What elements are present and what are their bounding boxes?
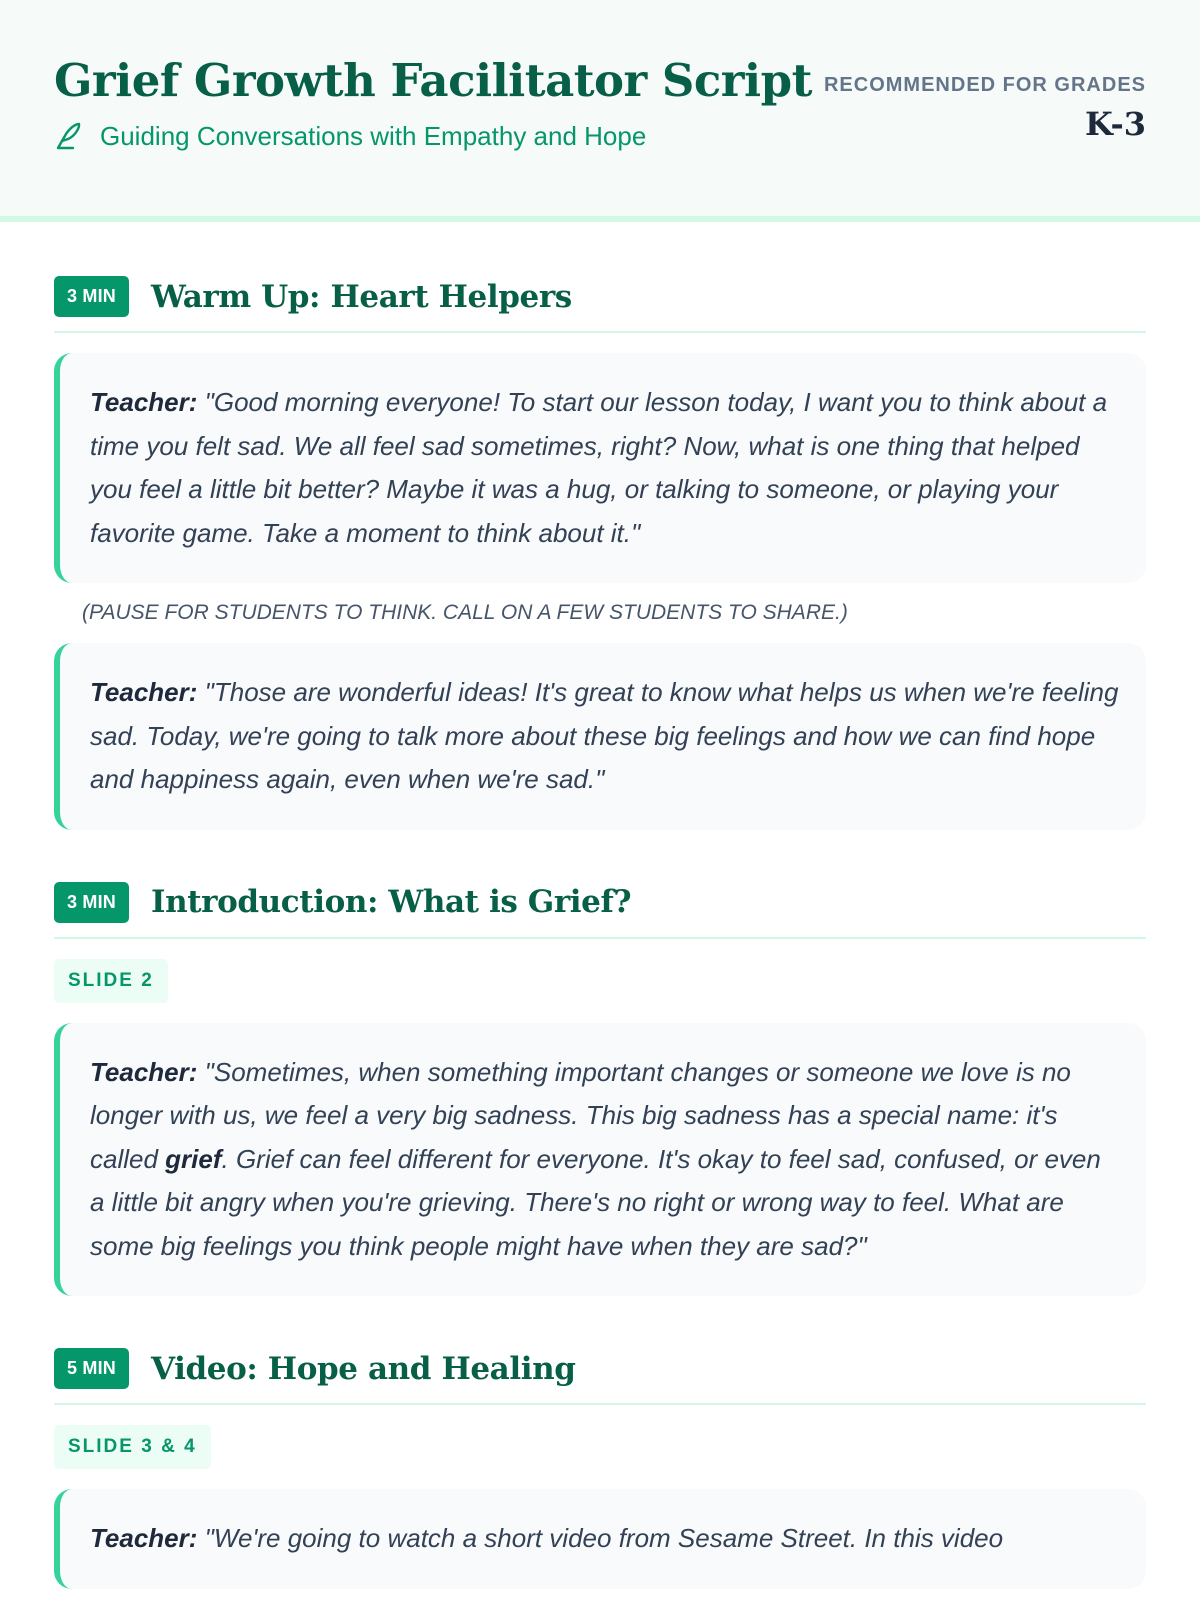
section-header [54,276,1146,333]
teacher-dialogue [54,1023,1146,1297]
slide-tag: SLIDE 2 [54,959,168,1003]
stage-direction: (PAUSE FOR STUDENTS TO THINK. CALL ON A FEW STUDENTS TO SHARE.) [82,601,848,624]
teacher-dialogue [54,1489,1146,1589]
section-introduction [54,882,1146,1297]
grades-value: K-3 [1084,105,1146,143]
slide-tag: SLIDE 3 & 4 [54,1425,211,1469]
section-header [54,1348,1146,1405]
section-video [54,1348,1146,1589]
speaker-label: Teacher: [90,387,198,417]
page-title: Grief Growth Facilitator Script [54,54,812,107]
emphasized-term: grief [165,1143,222,1174]
feather-pen-icon [54,120,86,152]
teacher-dialogue [54,643,1146,830]
time-badge: 5 MIN [54,1348,129,1389]
dialogue-text: "We're going to watch a short video from Sesame Street. In this video [197,1523,1004,1553]
section-title: Introduction: What is Grief? [151,884,632,920]
dialogue-text: "Good morning everyone! To start our lesson today, I want you to think about a time you felt sad. We all feel sad sometimes, right? Now, what is one thing that helped you feel a little bit better? Maybe it was a hug, or talking to someone, or playing your favorite game. Take a moment to think about it." [90,387,1108,548]
dialogue-text: "Sometimes, when something important changes or someone we love is no longer with us, we feel a very big sadness. This big sadness has a special name: it's called [90,1056,1071,1174]
subtitle-text: Guiding Conversations with Empathy and Hope [100,120,647,151]
dialogue-text: . Grief can feel different for everyone. It's okay to feel sad, confused, or even a little bit angry when you're grieving. There's no right or wrong way to feel. What are some big feelings you think people might have when they are sad?" [90,1143,1101,1261]
section-title: Video: Hope and Healing [151,1350,576,1387]
grades-label: RECOMMENDED FOR GRADES [823,74,1146,96]
speaker-label: Teacher: [90,1523,198,1553]
section-warm-up [54,276,1146,830]
section-title: Warm Up: Heart Helpers [151,278,572,315]
speaker-label: Teacher: [90,1056,198,1087]
teacher-dialogue [54,353,1146,583]
page-subtitle [54,120,812,152]
speaker-label: Teacher: [90,677,198,707]
time-badge: 3 MIN [54,276,129,317]
grades-info [824,0,1146,143]
dialogue-text: "Those are wonderful ideas! It's great to know what helps us when we're feeling sad. Today, we're going to talk more about these big feelings and how we can find hope and happiness again, even when we're sad." [90,677,1119,794]
header-title-group [54,0,812,152]
section-header [54,882,1146,939]
script-content [0,222,1200,1589]
page-header [0,0,1200,222]
time-badge: 3 MIN [54,882,129,923]
